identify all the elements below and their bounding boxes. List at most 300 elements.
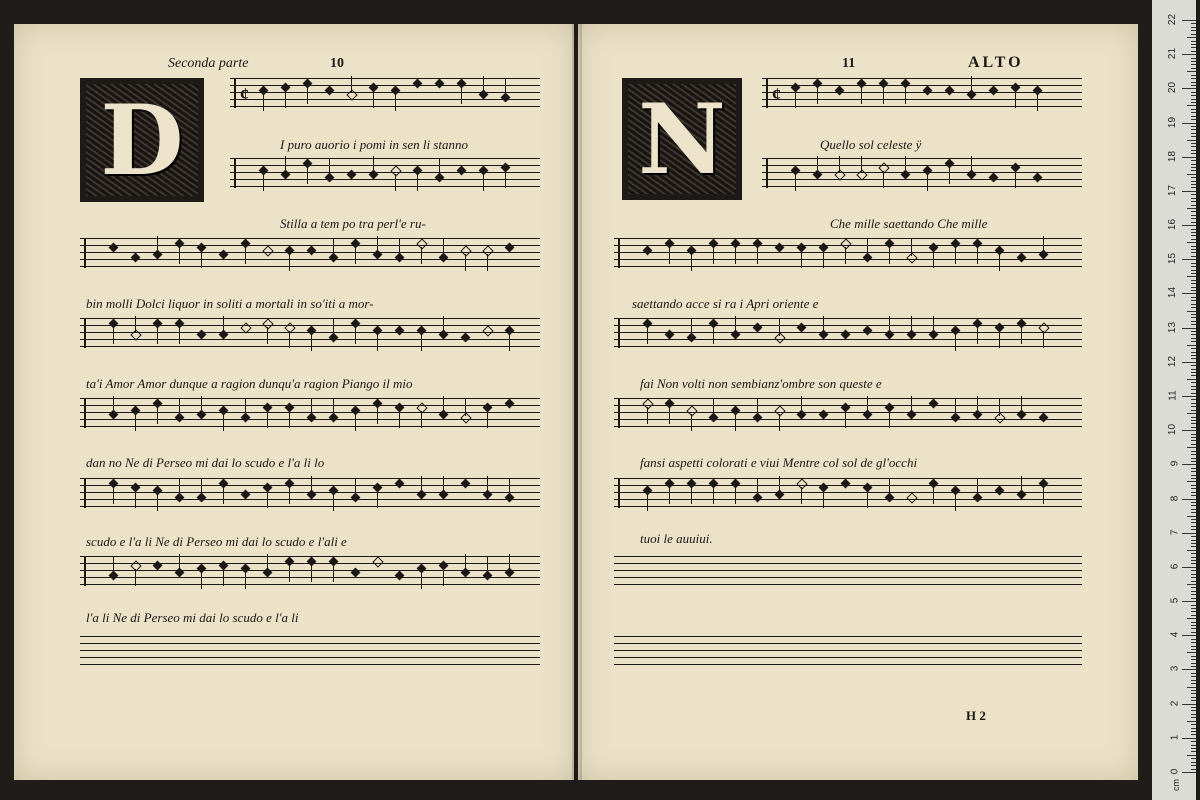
ruler-tick bbox=[1187, 105, 1196, 106]
ruler-tick bbox=[1191, 307, 1196, 308]
note-stem bbox=[223, 316, 224, 333]
note-head bbox=[863, 326, 873, 336]
clef-bar bbox=[84, 318, 86, 348]
ruler-tick bbox=[1187, 447, 1196, 448]
ruler-number: 11 bbox=[1167, 390, 1179, 401]
ruler-tick bbox=[1191, 615, 1196, 616]
ruler-tick bbox=[1191, 765, 1196, 766]
ruler-tick bbox=[1182, 533, 1196, 534]
ruler-tick bbox=[1191, 762, 1196, 763]
note-stem bbox=[735, 316, 736, 333]
note-head bbox=[1033, 173, 1043, 183]
staff-line bbox=[80, 346, 540, 347]
ruler-tick bbox=[1191, 509, 1196, 510]
ruler-tick bbox=[1191, 375, 1196, 376]
staff-line bbox=[80, 570, 540, 571]
music-staff bbox=[614, 478, 1082, 508]
note-stem bbox=[1037, 94, 1038, 111]
ruler-tick bbox=[1191, 324, 1196, 325]
note-stem bbox=[157, 327, 158, 344]
staff-line bbox=[614, 346, 1082, 347]
note-stem bbox=[713, 399, 714, 416]
ruler-tick bbox=[1191, 454, 1196, 455]
staff-line bbox=[80, 664, 540, 665]
note-head bbox=[665, 329, 675, 339]
ruler-tick bbox=[1191, 229, 1196, 230]
ruler-tick bbox=[1191, 393, 1196, 394]
note-stem bbox=[355, 414, 356, 431]
ruler-tick bbox=[1191, 608, 1196, 609]
ruler-tick bbox=[1191, 389, 1196, 390]
note-stem bbox=[999, 254, 1000, 271]
staff-line bbox=[230, 179, 540, 180]
staff-line bbox=[230, 92, 540, 93]
ruler-tick bbox=[1191, 334, 1196, 335]
note-stem bbox=[779, 476, 780, 493]
ruler-unit: cm bbox=[1171, 779, 1181, 791]
note-stem bbox=[417, 174, 418, 191]
note-stem bbox=[955, 334, 956, 351]
ruler-tick bbox=[1191, 338, 1196, 339]
clef-bar bbox=[618, 478, 620, 508]
ruler-tick bbox=[1182, 88, 1196, 89]
staff-line bbox=[614, 570, 1082, 571]
ruler-tick bbox=[1191, 232, 1196, 233]
ruler-number: 21 bbox=[1166, 48, 1178, 60]
note-stem bbox=[483, 76, 484, 93]
note-stem bbox=[509, 554, 510, 571]
note-stem bbox=[867, 239, 868, 256]
note-stem bbox=[691, 254, 692, 271]
note-stem bbox=[201, 572, 202, 589]
staff-line bbox=[230, 99, 540, 100]
note-stem bbox=[263, 174, 264, 191]
note-stem bbox=[135, 316, 136, 333]
ruler-number: 13 bbox=[1166, 321, 1178, 333]
ruler-tick bbox=[1191, 560, 1196, 561]
staff-line bbox=[762, 78, 1082, 79]
note-stem bbox=[977, 247, 978, 264]
ruler-tick bbox=[1191, 769, 1196, 770]
note-stem bbox=[289, 254, 290, 271]
ruler-tick bbox=[1191, 184, 1196, 185]
note-stem bbox=[779, 319, 780, 336]
measurement-ruler bbox=[1152, 0, 1196, 800]
ruler-number: 9 bbox=[1169, 461, 1181, 467]
note-head bbox=[395, 571, 405, 581]
note-head bbox=[841, 479, 851, 489]
ruler-tick bbox=[1182, 601, 1196, 602]
ruler-number: 15 bbox=[1166, 253, 1178, 265]
note-stem bbox=[465, 554, 466, 571]
ruler-tick bbox=[1191, 751, 1196, 752]
ruler-tick bbox=[1187, 345, 1196, 346]
note-stem bbox=[801, 396, 802, 413]
ruler-tick bbox=[1191, 553, 1196, 554]
note-head bbox=[819, 409, 829, 419]
note-stem bbox=[911, 316, 912, 333]
ruler-tick bbox=[1187, 721, 1196, 722]
ruler-tick bbox=[1182, 704, 1196, 705]
note-stem bbox=[421, 476, 422, 493]
note-head bbox=[461, 479, 471, 489]
ruler-number: 7 bbox=[1169, 529, 1181, 535]
ruler-tick bbox=[1191, 680, 1196, 681]
ruler-tick bbox=[1191, 341, 1196, 342]
note-stem bbox=[399, 411, 400, 428]
ruler-tick bbox=[1191, 594, 1196, 595]
staff-line bbox=[80, 426, 540, 427]
note-stem bbox=[443, 239, 444, 256]
note-head bbox=[923, 86, 933, 96]
note-stem bbox=[487, 557, 488, 574]
ruler-tick bbox=[1191, 150, 1196, 151]
ruler-number: 2 bbox=[1169, 700, 1181, 706]
lyric-line: saettando acce si ra i Apri oriente e bbox=[632, 296, 819, 311]
ruler-tick bbox=[1191, 710, 1196, 711]
ruler-tick bbox=[1191, 526, 1196, 527]
note-stem bbox=[439, 159, 440, 176]
staff-line bbox=[80, 339, 540, 340]
right-page-number: 11 bbox=[842, 56, 856, 71]
ruler-tick bbox=[1191, 434, 1196, 435]
ruler-tick bbox=[1191, 502, 1196, 503]
lyric-line: ta'i Amor Amor dunque a ragion dunqu'a ragion Piango il mio bbox=[86, 376, 413, 391]
ruler-tick bbox=[1191, 605, 1196, 606]
ruler-number: 16 bbox=[1166, 219, 1178, 231]
signature-mark: H 2 bbox=[966, 708, 986, 723]
note-stem bbox=[883, 171, 884, 188]
ruler-tick bbox=[1191, 369, 1196, 370]
ruler-tick bbox=[1191, 78, 1196, 79]
staff-line bbox=[614, 556, 1082, 557]
ruler-number: 14 bbox=[1166, 287, 1178, 299]
note-stem bbox=[421, 411, 422, 428]
ruler-number: 20 bbox=[1166, 82, 1178, 94]
ruler-tick bbox=[1191, 201, 1196, 202]
clef-bar bbox=[84, 398, 86, 428]
ruler-tick bbox=[1187, 652, 1196, 653]
note-stem bbox=[949, 167, 950, 184]
staff-line bbox=[614, 657, 1082, 658]
note-stem bbox=[157, 407, 158, 424]
ruler-tick bbox=[1182, 635, 1196, 636]
note-head bbox=[153, 560, 163, 570]
ruler-tick bbox=[1191, 386, 1196, 387]
note-stem bbox=[179, 327, 180, 344]
note-stem bbox=[399, 239, 400, 256]
initial-letter: N bbox=[638, 82, 726, 196]
note-stem bbox=[223, 487, 224, 504]
note-stem bbox=[333, 399, 334, 416]
ruler-tick bbox=[1191, 570, 1196, 571]
ruler-number: 1 bbox=[1169, 734, 1181, 741]
note-stem bbox=[867, 491, 868, 508]
note-stem bbox=[955, 494, 956, 511]
note-stem bbox=[113, 327, 114, 344]
note-head bbox=[841, 329, 851, 339]
note-stem bbox=[889, 247, 890, 264]
lyric-line: scudo e l'a li Ne di Perseo mi dai lo scudo e l'ali e bbox=[86, 534, 347, 549]
ruler-tick bbox=[1191, 591, 1196, 592]
note-stem bbox=[223, 414, 224, 431]
ruler-tick bbox=[1191, 355, 1196, 356]
note-stem bbox=[289, 331, 290, 348]
note-stem bbox=[713, 487, 714, 504]
staff-line bbox=[614, 412, 1082, 413]
ruler-tick bbox=[1191, 622, 1196, 623]
ruler-tick bbox=[1191, 126, 1196, 127]
ruler-tick bbox=[1182, 396, 1196, 397]
note-stem bbox=[861, 87, 862, 104]
ruler-tick bbox=[1182, 157, 1196, 158]
note-head bbox=[395, 326, 405, 336]
note-stem bbox=[443, 569, 444, 586]
ruler-tick bbox=[1191, 181, 1196, 182]
ruler-tick bbox=[1191, 116, 1196, 117]
ruler-tick bbox=[1191, 581, 1196, 582]
lyric-line: fai Non volti non sembianz'ombre son queste e bbox=[640, 376, 882, 391]
ruler-tick bbox=[1182, 293, 1196, 294]
note-stem bbox=[977, 479, 978, 496]
ruler-number: 6 bbox=[1169, 563, 1181, 570]
note-head bbox=[372, 556, 383, 567]
note-head bbox=[435, 79, 445, 89]
clef-bar bbox=[766, 78, 768, 108]
note-stem bbox=[971, 76, 972, 93]
ruler-tick bbox=[1191, 365, 1196, 366]
ruler-number: 12 bbox=[1166, 355, 1178, 367]
staff-line bbox=[80, 266, 540, 267]
ruler-tick bbox=[1182, 20, 1196, 21]
note-stem bbox=[971, 156, 972, 173]
ruler-tick bbox=[1191, 632, 1196, 633]
note-stem bbox=[1043, 331, 1044, 348]
ruler-tick bbox=[1191, 211, 1196, 212]
note-stem bbox=[267, 327, 268, 344]
staff-line bbox=[230, 158, 540, 159]
ruler-tick bbox=[1191, 82, 1196, 83]
note-stem bbox=[201, 251, 202, 268]
ruler-tick bbox=[1191, 68, 1196, 69]
staff-line bbox=[80, 643, 540, 644]
ruler-tick bbox=[1191, 557, 1196, 558]
ruler-tick bbox=[1191, 348, 1196, 349]
ruler-tick bbox=[1187, 584, 1196, 585]
note-stem bbox=[509, 334, 510, 351]
ruler-tick bbox=[1191, 666, 1196, 667]
note-stem bbox=[311, 399, 312, 416]
staff-line bbox=[614, 643, 1082, 644]
ruler-tick bbox=[1187, 413, 1196, 414]
note-stem bbox=[669, 407, 670, 424]
music-staff bbox=[80, 318, 540, 348]
staff-line bbox=[762, 186, 1082, 187]
ruler-tick bbox=[1182, 669, 1196, 670]
staff-line bbox=[614, 426, 1082, 427]
note-stem bbox=[421, 334, 422, 351]
note-head bbox=[989, 86, 999, 96]
ruler-tick bbox=[1191, 146, 1196, 147]
note-stem bbox=[351, 76, 352, 93]
note-stem bbox=[285, 156, 286, 173]
ruler-tick bbox=[1191, 198, 1196, 199]
note-stem bbox=[267, 411, 268, 428]
ruler-tick bbox=[1191, 44, 1196, 45]
staff-line bbox=[614, 563, 1082, 564]
note-head bbox=[262, 245, 273, 256]
ruler-number: 3 bbox=[1169, 666, 1181, 672]
note-stem bbox=[647, 327, 648, 344]
note-stem bbox=[757, 399, 758, 416]
ruler-tick bbox=[1191, 317, 1196, 318]
ruler-tick bbox=[1191, 475, 1196, 476]
note-stem bbox=[201, 479, 202, 496]
staff-line bbox=[80, 657, 540, 658]
note-stem bbox=[355, 479, 356, 496]
staff-line bbox=[762, 99, 1082, 100]
music-staff bbox=[80, 556, 540, 586]
ruler-tick bbox=[1191, 625, 1196, 626]
note-stem bbox=[1043, 236, 1044, 253]
note-stem bbox=[333, 494, 334, 511]
ruler-tick bbox=[1191, 728, 1196, 729]
ruler-tick bbox=[1187, 755, 1196, 756]
staff-line bbox=[614, 398, 1082, 399]
note-stem bbox=[113, 557, 114, 574]
ruler-tick bbox=[1191, 543, 1196, 544]
note-stem bbox=[395, 94, 396, 111]
ruler-number: 18 bbox=[1166, 150, 1178, 162]
ruler-tick bbox=[1191, 714, 1196, 715]
ruler-tick bbox=[1191, 287, 1196, 288]
note-stem bbox=[135, 414, 136, 431]
ruler-tick bbox=[1191, 47, 1196, 48]
note-head bbox=[131, 253, 141, 263]
ruler-tick bbox=[1182, 123, 1196, 124]
note-stem bbox=[889, 479, 890, 496]
note-head bbox=[797, 322, 807, 332]
staff-line bbox=[614, 650, 1082, 651]
note-stem bbox=[377, 407, 378, 424]
note-stem bbox=[691, 487, 692, 504]
staff-line bbox=[80, 318, 540, 319]
ruler-tick bbox=[1191, 707, 1196, 708]
ruler-tick bbox=[1191, 382, 1196, 383]
ruler-tick bbox=[1191, 85, 1196, 86]
ruler-tick bbox=[1182, 191, 1196, 192]
staff-line bbox=[614, 636, 1082, 637]
ruler-tick bbox=[1191, 136, 1196, 137]
ruler-tick bbox=[1191, 423, 1196, 424]
ruler-tick bbox=[1191, 693, 1196, 694]
note-stem bbox=[333, 319, 334, 336]
music-staff bbox=[230, 158, 540, 188]
note-head bbox=[347, 169, 357, 179]
staff-line bbox=[614, 499, 1082, 500]
lyric-line: Che mille saettando Che mille bbox=[830, 216, 988, 231]
note-stem bbox=[801, 487, 802, 504]
ruler-tick bbox=[1182, 499, 1196, 500]
note-stem bbox=[817, 156, 818, 173]
note-stem bbox=[201, 396, 202, 413]
ruler-tick bbox=[1191, 522, 1196, 523]
staff-line bbox=[614, 339, 1082, 340]
ruler-tick bbox=[1187, 174, 1196, 175]
ruler-tick bbox=[1191, 649, 1196, 650]
music-staff bbox=[762, 78, 1082, 108]
ruler-tick bbox=[1191, 659, 1196, 660]
ruler-tick bbox=[1191, 51, 1196, 52]
ruler-tick bbox=[1191, 92, 1196, 93]
ruler-tick bbox=[1182, 328, 1196, 329]
note-stem bbox=[483, 174, 484, 191]
note-stem bbox=[179, 554, 180, 571]
note-stem bbox=[817, 87, 818, 104]
staff-line bbox=[614, 664, 1082, 665]
left-part-title: Seconda parte bbox=[168, 56, 249, 71]
note-head bbox=[945, 86, 955, 96]
lyric-line: Stilla a tem po tra perl'e ru- bbox=[280, 216, 426, 231]
note-stem bbox=[867, 396, 868, 413]
ruler-tick bbox=[1191, 574, 1196, 575]
note-stem bbox=[927, 174, 928, 191]
note-stem bbox=[955, 247, 956, 264]
ruler-tick bbox=[1191, 314, 1196, 315]
note-stem bbox=[845, 411, 846, 428]
ruler-number: 5 bbox=[1169, 597, 1181, 604]
ruler-tick bbox=[1191, 536, 1196, 537]
staff-line bbox=[80, 499, 540, 500]
ruler-tick bbox=[1191, 717, 1196, 718]
ruler-tick bbox=[1191, 598, 1196, 599]
ruler-tick bbox=[1191, 64, 1196, 65]
note-stem bbox=[647, 407, 648, 424]
ruler-tick bbox=[1187, 242, 1196, 243]
ruler-tick bbox=[1191, 331, 1196, 332]
ruler-tick bbox=[1187, 311, 1196, 312]
note-stem bbox=[333, 239, 334, 256]
ruler-tick bbox=[1191, 133, 1196, 134]
ruler-tick bbox=[1191, 30, 1196, 31]
ruler-tick bbox=[1191, 451, 1196, 452]
ruler-tick bbox=[1191, 563, 1196, 564]
ruler-tick bbox=[1191, 656, 1196, 657]
ruler-tick bbox=[1191, 724, 1196, 725]
staff-line bbox=[762, 165, 1082, 166]
ruler-tick bbox=[1187, 71, 1196, 72]
note-stem bbox=[735, 487, 736, 504]
ruler-tick bbox=[1191, 109, 1196, 110]
mensuration-sign: ¢ bbox=[772, 84, 781, 104]
mensuration-sign: ¢ bbox=[240, 84, 249, 104]
ruler-tick bbox=[1191, 300, 1196, 301]
note-stem bbox=[757, 247, 758, 264]
note-stem bbox=[505, 171, 506, 188]
ruler-tick bbox=[1191, 304, 1196, 305]
note-head bbox=[395, 479, 405, 489]
note-head bbox=[457, 166, 467, 176]
note-stem bbox=[1021, 476, 1022, 493]
ruler-tick bbox=[1191, 512, 1196, 513]
ruler-tick bbox=[1191, 222, 1196, 223]
note-stem bbox=[157, 494, 158, 511]
ruler-tick bbox=[1191, 437, 1196, 438]
ruler-tick bbox=[1191, 461, 1196, 462]
note-stem bbox=[955, 399, 956, 416]
note-stem bbox=[977, 396, 978, 413]
ruler-tick bbox=[1191, 458, 1196, 459]
